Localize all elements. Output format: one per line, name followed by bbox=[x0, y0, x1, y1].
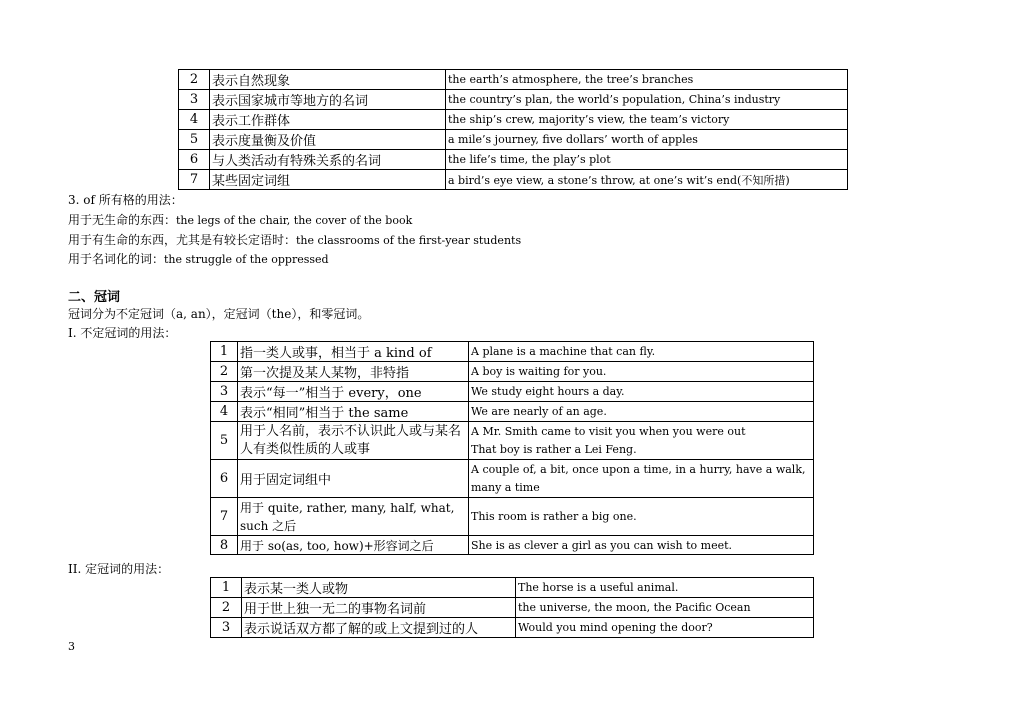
usage-cell: 用于 so(as, too, how)+形容词之后 bbox=[238, 536, 469, 555]
usage-cell: 用于 quite, rather, many, half, what, such 之后 bbox=[238, 498, 469, 536]
row-number: 3 bbox=[211, 618, 242, 638]
row-number: 7 bbox=[179, 170, 210, 190]
example-cell: A couple of, a bit, once upon a time, in a hurry, have a walk, many a time bbox=[469, 460, 814, 498]
table-row bbox=[211, 598, 814, 618]
row-number: 3 bbox=[211, 382, 238, 402]
example-cell: A boy is waiting for you. bbox=[469, 362, 814, 382]
row-number: 1 bbox=[211, 578, 242, 598]
usage-cell: 与人类活动有特殊关系的名词 bbox=[210, 150, 446, 170]
usage-cell: 某些固定词组 bbox=[210, 170, 446, 190]
example-cell: the life’s time, the play’s plot bbox=[446, 150, 848, 170]
example-cell: a bird’s eye view, a stone’s throw, at one’s wit’s end(不知所措) bbox=[446, 170, 848, 190]
definite-article-table bbox=[210, 577, 814, 638]
table-row bbox=[211, 536, 814, 555]
example-cell: the ship’s crew, majority’s view, the team’s victory bbox=[446, 110, 848, 130]
row-number: 5 bbox=[211, 422, 238, 460]
table-row bbox=[211, 618, 814, 638]
table-row bbox=[211, 578, 814, 598]
table-row bbox=[211, 460, 814, 498]
row-number: 2 bbox=[211, 598, 242, 618]
usage-cell: 表示“相同”相当于 the same bbox=[238, 402, 469, 422]
example-cell: We study eight hours a day. bbox=[469, 382, 814, 402]
usage-cell: 表示自然现象 bbox=[210, 70, 446, 90]
example-cell: a mile’s journey, five dollars’ worth of apples bbox=[446, 130, 848, 150]
table-row bbox=[211, 382, 814, 402]
usage-text: 用于无生命的东西： bbox=[68, 213, 177, 227]
table-row bbox=[179, 130, 848, 150]
table-row bbox=[179, 150, 848, 170]
page-number: 3 bbox=[68, 640, 75, 653]
usage-cell: 表示国家城市等地方的名词 bbox=[210, 90, 446, 110]
row-number: 7 bbox=[211, 498, 238, 536]
usage-cell: 用于固定词组中 bbox=[238, 460, 469, 498]
example-text: the struggle of the oppressed bbox=[164, 253, 329, 266]
article-section-heading: 二、冠词 bbox=[68, 290, 121, 305]
article-intro: 冠词分为不定冠词（a, an），定冠词（the），和零冠词。 bbox=[68, 307, 370, 321]
usage-cell: 用于世上独一无二的事物名词前 bbox=[242, 598, 516, 618]
example-cell: A plane is a machine that can fly. bbox=[469, 342, 814, 362]
example-cell: This room is rather a big one. bbox=[469, 498, 814, 536]
row-number: 5 bbox=[179, 130, 210, 150]
of-usage-line bbox=[68, 250, 329, 267]
table-row bbox=[179, 70, 848, 90]
of-usage-line bbox=[68, 211, 412, 228]
usage-cell: 第一次提及某人某物，非特指 bbox=[238, 362, 469, 382]
example-cell: She is as clever a girl as you can wish to meet. bbox=[469, 536, 814, 555]
usage-text: 用于有生命的东西，尤其是有较长定语时： bbox=[68, 233, 297, 247]
of-usage-line bbox=[68, 231, 521, 248]
row-number: 8 bbox=[211, 536, 238, 555]
example-cell: the earth’s atmosphere, the tree’s branches bbox=[446, 70, 848, 90]
usage-cell: 表示“每一”相当于 every，one bbox=[238, 382, 469, 402]
example-cell: The horse is a useful animal. bbox=[516, 578, 814, 598]
example-cell bbox=[469, 422, 814, 460]
example-cell: the universe, the moon, the Pacific Ocean bbox=[516, 598, 814, 618]
possessive-usage-table bbox=[178, 69, 848, 190]
indefinite-article-table bbox=[210, 341, 814, 555]
usage-cell: 指一类人或事，相当于 a kind of bbox=[238, 342, 469, 362]
table-row bbox=[211, 498, 814, 536]
table-row bbox=[211, 342, 814, 362]
usage-cell: 表示工作群体 bbox=[210, 110, 446, 130]
row-number: 2 bbox=[211, 362, 238, 382]
usage-cell: 表示说话双方都了解的或上文提到过的人 bbox=[242, 618, 516, 638]
row-number: 4 bbox=[211, 402, 238, 422]
indefinite-article-heading: I. 不定冠词的用法： bbox=[68, 326, 177, 340]
table-row bbox=[211, 402, 814, 422]
table-row bbox=[211, 422, 814, 460]
usage-cell: 用于人名前，表示不认识此人或与某名人有类似性质的人或事 bbox=[238, 422, 469, 460]
row-number: 2 bbox=[179, 70, 210, 90]
example-text: the legs of the chair, the cover of the book bbox=[176, 214, 413, 227]
example-cell: We are nearly of an age. bbox=[469, 402, 814, 422]
example-line: That boy is rather a Lei Feng. bbox=[471, 442, 637, 456]
table-row bbox=[211, 362, 814, 382]
row-number: 3 bbox=[179, 90, 210, 110]
example-cell: Would you mind opening the door? bbox=[516, 618, 814, 638]
usage-cell: 表示某一类人或物 bbox=[242, 578, 516, 598]
usage-cell: 表示度量衡及价值 bbox=[210, 130, 446, 150]
example-line: A Mr. Smith came to visit you when you were out bbox=[471, 424, 746, 438]
table-row bbox=[179, 90, 848, 110]
of-possessive-heading: 3. of 所有格的用法： bbox=[68, 193, 183, 207]
row-number: 1 bbox=[211, 342, 238, 362]
usage-text: 用于名词化的词： bbox=[68, 252, 165, 266]
example-cell: the country’s plan, the world’s population, China’s industry bbox=[446, 90, 848, 110]
row-number: 4 bbox=[179, 110, 210, 130]
example-text: the classrooms of the first-year students bbox=[296, 234, 522, 247]
table-row bbox=[179, 170, 848, 190]
row-number: 6 bbox=[179, 150, 210, 170]
definite-article-heading: II. 定冠词的用法： bbox=[68, 562, 170, 576]
table-row bbox=[179, 110, 848, 130]
row-number: 6 bbox=[211, 460, 238, 498]
